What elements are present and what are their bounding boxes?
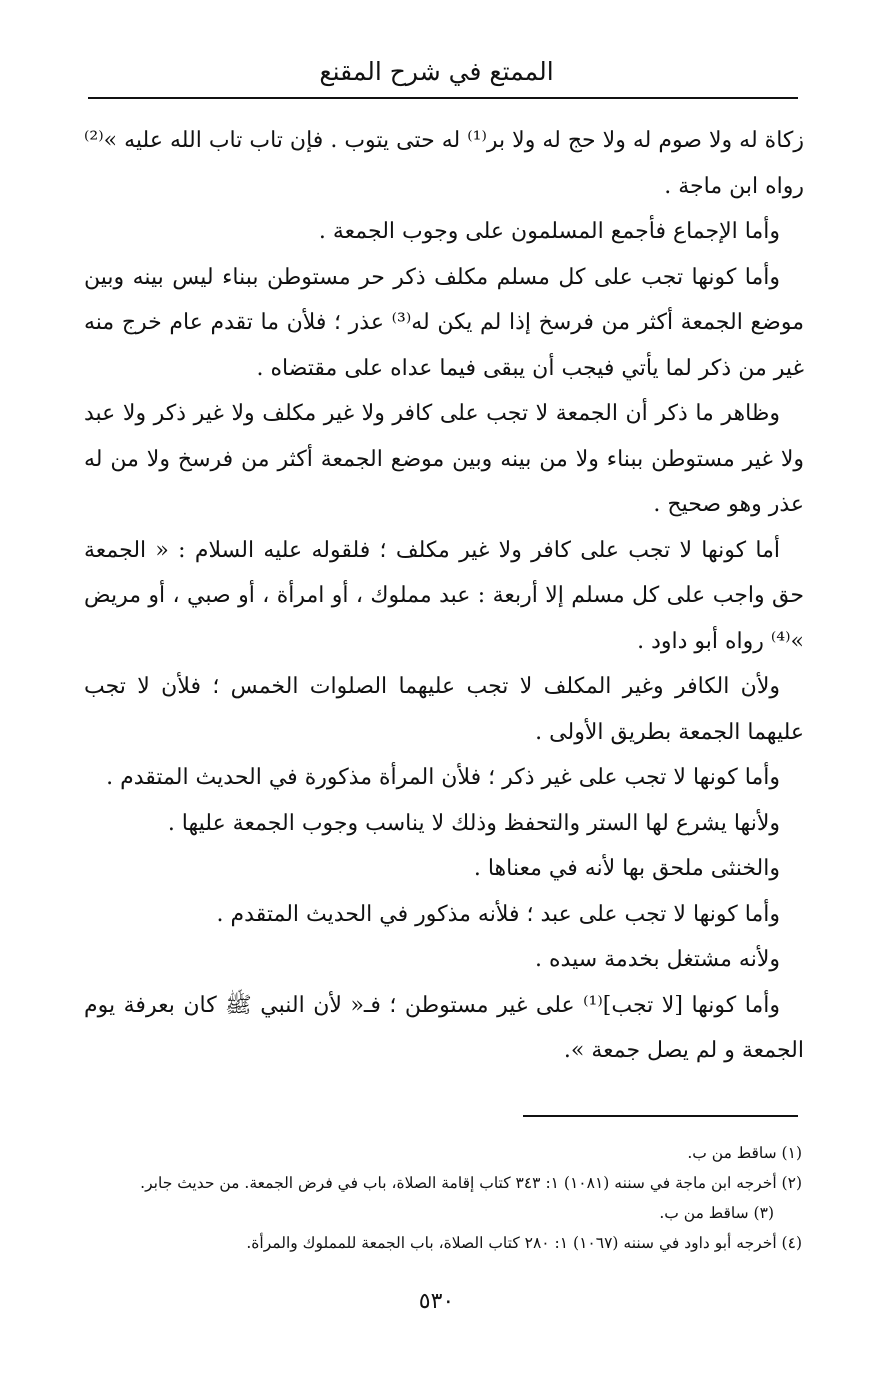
paragraph: وأما كونها [لا تجب]⁽¹⁾ على غير مستوطن ؛ فـ« لأن النبي ﷺ كان بعرفة يوم الجمعة و لم يصل جمعة ». [84, 992, 804, 1063]
footnote: (٤) أخرجه أبو داود في سننه (١٠٦٧) ١: ٢٨٠ كتاب الصلاة، باب الجمعة للمملوك والمرأة. [246, 1234, 802, 1252]
paragraph: وظاهر ما ذكر أن الجمعة لا تجب على كافر ولا غير مكلف ولا غير ذكر ولا عبد ولا غير مستوطن ببناء ولا من بينه وبين موضع الجمعة أكثر من فرسخ ولا من له عذر وهو صحيح . [84, 401, 804, 517]
paragraph: وأما كونها لا تجب على غير ذكر ؛ فلأن المرأة مذكورة في الحديث المتقدم . [106, 765, 780, 790]
footnote: (٢) أخرجه ابن ماجة في سننه (١٠٨١) ١: ٣٤٣ كتاب إقامة الصلاة، باب في فرض الجمعة. من حديث جابر. [140, 1174, 802, 1192]
paragraph: أما كونها لا تجب على كافر ولا غير مكلف ؛ فلقوله عليه السلام : « الجمعة حق واجب على كل مسلم إلا أربعة : عبد مملوك ، أو امرأة ، أو صبي ، أو مريض »⁽⁴⁾ رواه أبو داود . [84, 537, 804, 654]
running-header-title: الممتع في شرح المقنع [319, 57, 554, 86]
paragraph: ولأن الكافر وغير المكلف لا تجب عليهما الصلوات الخمس ؛ فلأن لا تجب عليهما الجمعة بطريق الأولى . [84, 674, 804, 745]
paragraph: ولأنه مشتغل بخدمة سيده . [535, 947, 780, 972]
paragraph: والخنثى ملحق بها لأنه في معناها . [473, 856, 780, 881]
footnote: (٣) ساقط من ب. [659, 1204, 774, 1222]
footnote: (١) ساقط من ب. [687, 1144, 802, 1162]
page-number: ٥٣٠ [418, 1289, 455, 1314]
footnote-rule [523, 1115, 798, 1117]
footnotes [90, 1138, 802, 1258]
paragraph: وأما كونها تجب على كل مسلم مكلف ذكر حر مستوطن ببناء ليس بينه وبين موضع الجمعة أكثر من فرسخ إذا لم يكن له⁽³⁾ عذر ؛ فلأن ما تقدم عام خرج منه غير من ذكر لما يأتي فيجب أن يبقى فيما عداه على مقتضاه . [84, 264, 804, 381]
header-rule [88, 97, 798, 99]
paragraph: وأما كونها لا تجب على عبد ؛ فلأنه مذكور في الحديث المتقدم . [216, 901, 780, 927]
paragraph: وأما الإجماع فأجمع المسلمون على وجوب الجمعة . [318, 219, 780, 244]
paragraph: زكاة له ولا صوم له ولا حج له ولا بر⁽¹⁾ له حتى يتوب . فإن تاب تاب الله عليه »⁽²⁾ رواه ابن ماجة . [84, 128, 805, 199]
main-text [84, 118, 804, 1074]
paragraph: ولأنها يشرع لها الستر والتحفظ وذلك لا يناسب وجوب الجمعة عليها . [167, 810, 780, 836]
